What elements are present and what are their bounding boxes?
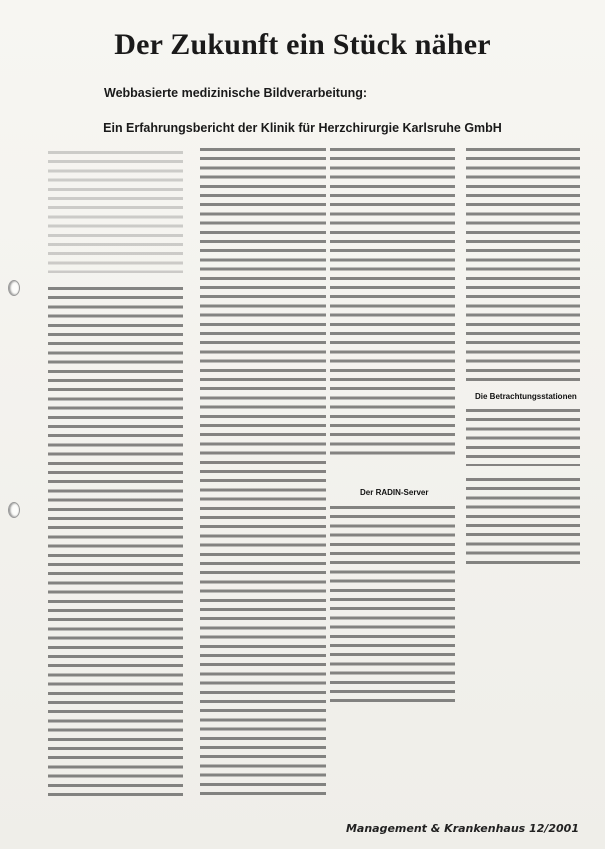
text-column-3-bottom (330, 506, 455, 706)
section-heading-betrachtungsstationen: Die Betrachtungsstationen (475, 392, 577, 401)
text-column-1 (48, 287, 183, 797)
text-column-4-top (466, 148, 580, 386)
text-column-4-bottom (466, 478, 580, 570)
section-heading-radin-server: Der RADIN-Server (360, 488, 429, 497)
text-column-3-top (330, 148, 455, 458)
article-kicker: Webbasierte medizinische Bildverarbeitung: (104, 86, 368, 100)
article-subtitle: Ein Erfahrungsbericht der Klinik für Herzchirurgie Karlsruhe GmbH (103, 121, 502, 135)
text-column-2 (200, 148, 326, 798)
source-notation: Management & Krankenhaus 12/2001 (345, 822, 579, 835)
text-column-intro (48, 151, 183, 273)
punch-hole (8, 502, 20, 518)
text-column-4-middle (466, 409, 580, 466)
article-title: Der Zukunft ein Stück näher (114, 28, 491, 61)
punch-hole (8, 280, 20, 296)
